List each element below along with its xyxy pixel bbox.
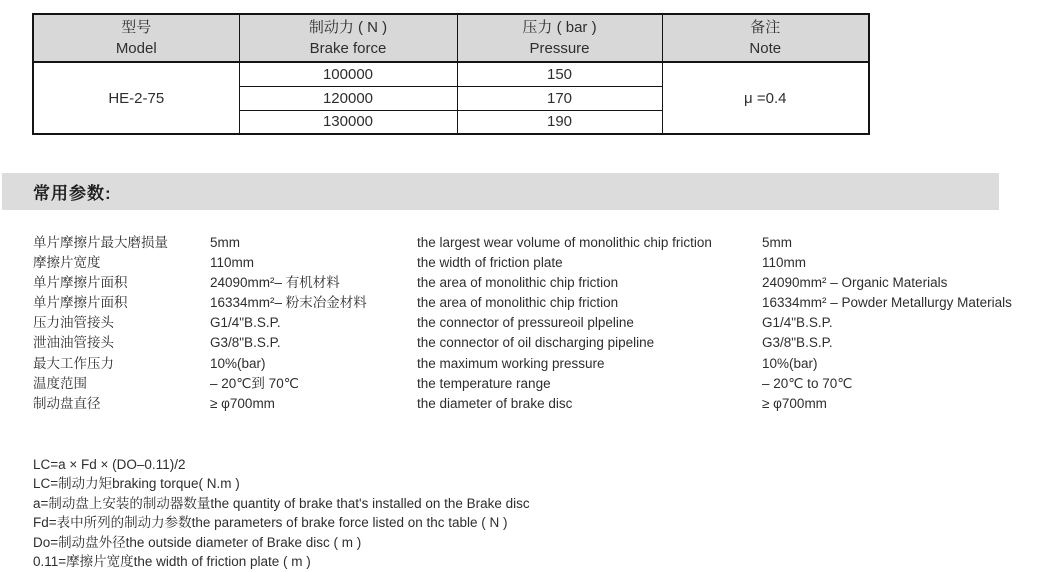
header-note (662, 14, 869, 62)
parameters-list (33, 233, 1048, 414)
parameter-label-en: the largest wear volume of monolithic chip friction (417, 235, 712, 250)
formula-line: LC=制动力矩braking torque( N.m ) (33, 476, 240, 492)
parameter-label-en: the connector of pressureoil plpeline (417, 315, 634, 331)
spec-table (32, 13, 870, 135)
parameter-label-en: the diameter of brake disc (417, 395, 573, 411)
header-note-en: Note (749, 40, 782, 57)
parameter-value-en: 24090mm² – Organic Materials (762, 275, 948, 291)
brake-force-cell: 120000 (239, 86, 457, 110)
pressure-cell: 150 (457, 62, 662, 86)
section-band (2, 173, 999, 210)
formula-line: a=制动盘上安装的制动器数量the quantity of brake that's installed on the Brake disc (33, 495, 530, 511)
parameter-label-zh: 摩擦片宽度 (33, 255, 101, 271)
note-cell: μ =0.4 (662, 62, 869, 134)
header-note-zh: 备注 (750, 19, 781, 36)
header-pressure-zh: 压力 ( bar ) (522, 19, 597, 36)
header-pressure (457, 14, 662, 62)
parameter-row (33, 333, 1048, 353)
parameter-value-en: 110mm (762, 255, 807, 271)
parameter-value-en: – 20℃ to 70℃ (762, 375, 853, 391)
parameter-row (33, 354, 1048, 374)
header-brake-force-en: Brake force (309, 40, 387, 57)
formula-notes (33, 455, 530, 571)
parameter-label-zh: 泄油油管接头 (33, 335, 114, 351)
parameter-value-zh: 5mm (210, 235, 240, 250)
header-model-zh: 型号 (121, 19, 152, 36)
section-title: 常用参数: (33, 184, 112, 203)
parameter-row (33, 253, 1048, 273)
parameter-value-zh: 16334mm²– 粉末冶金材料 (210, 295, 367, 311)
parameter-value-en: 5mm (762, 235, 792, 250)
parameter-value-zh: 10%(bar) (210, 355, 266, 371)
parameter-value-zh: 110mm (210, 255, 255, 271)
parameter-label-zh: 制动盘直径 (33, 395, 101, 411)
formula-line: Do=制动盘外径the outside diameter of Brake disc ( m ) (33, 534, 362, 550)
parameter-label-en: the area of monolithic chip friction (417, 295, 619, 311)
header-model-en: Model (115, 40, 157, 57)
brake-force-cell: 100000 (239, 62, 457, 86)
header-brake-force (239, 14, 457, 62)
parameter-row (33, 374, 1048, 394)
parameter-label-zh: 压力油管接头 (33, 315, 114, 331)
formula-line: Fd=表中所列的制动力参数the parameters of brake force listed on thc table ( N ) (33, 515, 508, 531)
header-model (33, 14, 239, 62)
spec-table-header-row (33, 14, 869, 62)
parameter-label-en: the width of friction plate (417, 255, 563, 271)
parameter-label-zh: 单片摩擦片面积 (33, 295, 128, 311)
model-cell: HE-2-75 (33, 62, 239, 134)
parameter-label-zh: 单片摩擦片最大磨损量 (33, 235, 168, 250)
parameter-label-zh: 单片摩擦片面积 (33, 275, 128, 291)
parameter-row (33, 273, 1048, 293)
parameter-label-en: the area of monolithic chip friction (417, 275, 619, 291)
table-row (33, 62, 869, 86)
parameter-label-zh: 温度范围 (33, 375, 87, 391)
parameter-label-zh: 最大工作压力 (33, 355, 114, 371)
parameter-value-en: G1/4"B.S.P. (762, 315, 833, 331)
header-pressure-en: Pressure (529, 40, 590, 57)
parameter-label-en: the connector of oil discharging pipeline (417, 335, 655, 351)
pressure-cell: 190 (457, 110, 662, 134)
parameter-value-zh: – 20℃到 70℃ (210, 375, 299, 391)
formula-line: 0.11=摩擦片宽度the width of friction plate ( m ) (33, 554, 311, 570)
parameter-row (33, 233, 1048, 253)
header-brake-force-zh: 制动力 ( N ) (308, 19, 388, 36)
parameter-value-en: G3/8"B.S.P. (762, 335, 833, 351)
parameter-value-en: 10%(bar) (762, 355, 818, 371)
parameter-label-en: the temperature range (417, 375, 551, 391)
parameter-value-zh: ≥ φ700mm (210, 395, 275, 411)
parameter-row (33, 293, 1048, 313)
parameter-value-zh: G3/8"B.S.P. (210, 335, 281, 351)
parameter-value-en: ≥ φ700mm (762, 395, 827, 411)
formula-line: LC=a × Fd × (DO–0.11)/2 (33, 457, 186, 472)
parameter-value-zh: G1/4"B.S.P. (210, 315, 281, 331)
parameter-row (33, 394, 1048, 414)
pressure-cell: 170 (457, 86, 662, 110)
parameter-value-zh: 24090mm²– 有机材料 (210, 275, 340, 291)
brake-force-cell: 130000 (239, 110, 457, 134)
parameter-label-en: the maximum working pressure (417, 355, 605, 371)
parameter-value-en: 16334mm² – Powder Metallurgy Materials (762, 295, 1012, 311)
parameter-row (33, 313, 1048, 333)
